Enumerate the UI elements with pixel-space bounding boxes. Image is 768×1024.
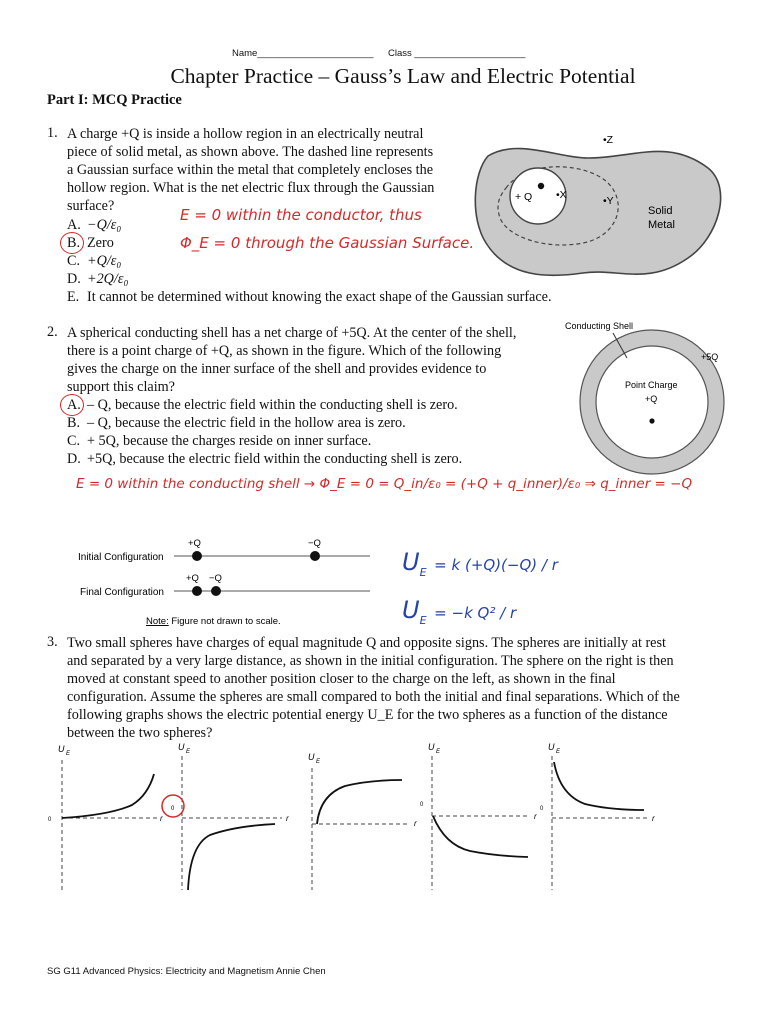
- graph-a[interactable]: [48, 744, 163, 890]
- final-minus-q: −Q: [209, 573, 222, 584]
- q1-answer-circle: [60, 232, 84, 254]
- svg-text:Note: Figure not drawn to scal: [146, 616, 281, 627]
- option-text: – Q, because the electric field within the conducting shell is zero.: [87, 397, 458, 413]
- q3-stem: [67, 634, 680, 742]
- q1-handwritten-note-2: Φ_E = 0 through the Gaussian Surface.: [180, 234, 475, 252]
- page-title: Chapter Practice – Gauss’s Law and Electric Potential: [170, 64, 636, 88]
- graph-xlabel: r: [160, 814, 163, 823]
- option-text: −Q/ε₀: [87, 217, 122, 233]
- q2-stem-line: there is a point charge of +Q, as shown in the figure. Which of the following: [67, 343, 502, 359]
- graph-d[interactable]: [420, 742, 537, 890]
- eq1-lhs: U: [402, 548, 420, 576]
- part-heading: Part I: MCQ Practice: [47, 92, 182, 108]
- option-letter: B.: [67, 415, 81, 431]
- graph-ylabel: U: [428, 742, 435, 752]
- option-letter: A.: [67, 397, 81, 413]
- graph-ylabel: U: [548, 742, 555, 752]
- initial-minus-q: −Q: [308, 538, 321, 549]
- q1-fig-point-z: •Z: [603, 134, 614, 146]
- q2-answer-circle: [60, 394, 84, 416]
- graph-xlabel: r: [286, 814, 289, 823]
- q2-option-a[interactable]: [67, 396, 462, 414]
- q2-fig-shell-label: Conducting Shell: [565, 321, 634, 331]
- option-letter: E.: [67, 289, 80, 305]
- final-plus-q: +Q: [186, 573, 199, 584]
- q2-fig-shell-charge: +5Q: [701, 352, 719, 362]
- graph-e[interactable]: [540, 742, 655, 890]
- config-figure: [70, 534, 380, 630]
- q1-option-e[interactable]: [67, 288, 552, 306]
- q3-answer-graphs[interactable]: [30, 740, 670, 895]
- option-text: It cannot be determined without knowing the exact shape of the Gaussian surface.: [87, 289, 552, 305]
- eq1-rhs: = k (+Q)(−Q) / r: [434, 556, 558, 574]
- q1-handwritten-note-1: E = 0 within the conductor, thus: [180, 206, 422, 224]
- page-footer: SG G11 Advanced Physics: Electricity and Magnetism Annie Chen: [47, 966, 326, 977]
- q2-stem-line: support this claim?: [67, 379, 175, 395]
- option-text: +Q/ε₀: [87, 253, 122, 269]
- option-text: +5Q, because the electric field within the conducting shell is zero.: [87, 451, 463, 467]
- initial-config-label: Initial Configuration: [78, 552, 164, 563]
- ue-equation-1: [402, 548, 558, 579]
- graph-ysub: E: [556, 749, 561, 755]
- graph-zero: 0: [171, 806, 175, 812]
- q2-stem: [67, 324, 516, 396]
- option-letter: D.: [67, 271, 81, 287]
- q2-options: [67, 396, 462, 468]
- q1-fig-charge: + Q: [515, 191, 533, 203]
- q1-stem-line: surface?: [67, 198, 115, 214]
- q2-option-d[interactable]: [67, 450, 462, 468]
- q2-stem-line: A spherical conducting shell has a net charge of +5Q. At the center of the shell,: [67, 325, 517, 341]
- q2-number: 2.: [47, 324, 58, 340]
- q1-stem: [67, 125, 434, 215]
- initial-plus-q: +Q: [188, 538, 201, 549]
- final-config-label: Final Configuration: [80, 587, 164, 598]
- q1-fig-metal-label-2: Metal: [648, 219, 675, 231]
- q2-fig-point-charge-value: +Q: [645, 394, 658, 404]
- option-text: – Q, because the electric field in the hollow area is zero.: [87, 415, 406, 431]
- q1-stem-line: A charge +Q is inside a hollow region in an electrically neutral: [67, 126, 424, 142]
- q2-option-c[interactable]: [67, 432, 462, 450]
- graph-zero: 0: [540, 806, 544, 812]
- q1-stem-line: hollow region. What is the net electric flux through the Gaussian: [67, 180, 435, 196]
- graph-xlabel: r: [652, 814, 655, 823]
- q2-handwritten-note: E = 0 within the conducting shell → Φ_E = 0 = Q_in/ε₀ = (+Q + q_inner)/ε₀ ⇒ q_inner = −Q: [76, 476, 693, 492]
- q1-figure-solid-metal: [468, 128, 730, 290]
- option-text: +2Q/ε₀: [87, 271, 129, 287]
- q1-fig-point-y: •Y: [603, 195, 614, 207]
- q2-option-b[interactable]: [67, 414, 462, 432]
- option-letter: D.: [67, 451, 81, 467]
- graph-ylabel: U: [308, 752, 315, 762]
- q3-stem-line: and separated by a very large distance, as shown in the initial configuration. The sphere on the right is then: [67, 653, 674, 669]
- option-letter: C.: [67, 433, 81, 449]
- option-letter: A.: [67, 217, 81, 233]
- q2-stem-line: gives the charge on the inner surface of the shell and provides evidence to: [67, 361, 487, 377]
- eq1-sub: E: [419, 565, 427, 579]
- config-note-text: Figure not drawn to scale.: [168, 616, 281, 627]
- eq2-lhs: U: [402, 596, 420, 624]
- graph-zero: 0: [420, 802, 424, 808]
- eq2-sub: E: [419, 613, 427, 627]
- q1-stem-line: a Gaussian surface within the metal that completely encloses the: [67, 162, 433, 178]
- graph-ylabel: U: [178, 742, 185, 752]
- graph-ysub: E: [316, 759, 321, 765]
- q1-stem-line: piece of solid metal, as shown above. The dashed line represents: [67, 144, 434, 160]
- config-note-label: Note:: [146, 616, 169, 627]
- graph-ysub: E: [186, 749, 191, 755]
- option-letter: C.: [67, 253, 81, 269]
- q2-figure-conducting-shell: [555, 318, 730, 486]
- q3-stem-line: Two small spheres have charges of equal magnitude Q and opposite signs. The spheres are initially at rest: [67, 635, 666, 651]
- graph-b[interactable]: [162, 742, 289, 890]
- q3-stem-line: configuration. Assume the spheres are small compared to both the initial and final separations. Which of the: [67, 689, 680, 705]
- q3-stem-line: following graphs shows the electric potential energy U_E for the two spheres as a function of the distance: [67, 707, 668, 723]
- q3-number: 3.: [47, 634, 58, 650]
- ue-equation-2: [402, 596, 516, 627]
- option-text: + 5Q, because the charges reside on inner surface.: [87, 433, 372, 449]
- option-letter: B.: [67, 235, 81, 251]
- q3-stem-line: moved at constant speed to another position closer to the charge on the left, as shown in the final: [67, 671, 616, 687]
- graph-ysub: E: [436, 749, 441, 755]
- eq2-rhs: = −k Q² / r: [434, 604, 517, 622]
- graph-c[interactable]: [308, 752, 417, 890]
- graph-ylabel: U: [58, 744, 65, 754]
- graph-zero: 0: [48, 817, 52, 823]
- q1-fig-metal-label-1: Solid: [648, 205, 673, 217]
- graph-ysub: E: [66, 751, 71, 757]
- graph-xlabel: r: [534, 812, 537, 821]
- q1-number: 1.: [47, 125, 58, 141]
- q3-stem-line: between the two spheres?: [67, 725, 213, 741]
- q1-fig-point-x: •X: [556, 189, 567, 201]
- name-field-label: Name______________________: [232, 48, 374, 59]
- q2-fig-point-charge-label: Point Charge: [625, 380, 678, 390]
- graph-xlabel: r: [414, 819, 417, 828]
- option-text: Zero: [87, 235, 114, 251]
- class-field-label: Class _____________________: [388, 48, 526, 59]
